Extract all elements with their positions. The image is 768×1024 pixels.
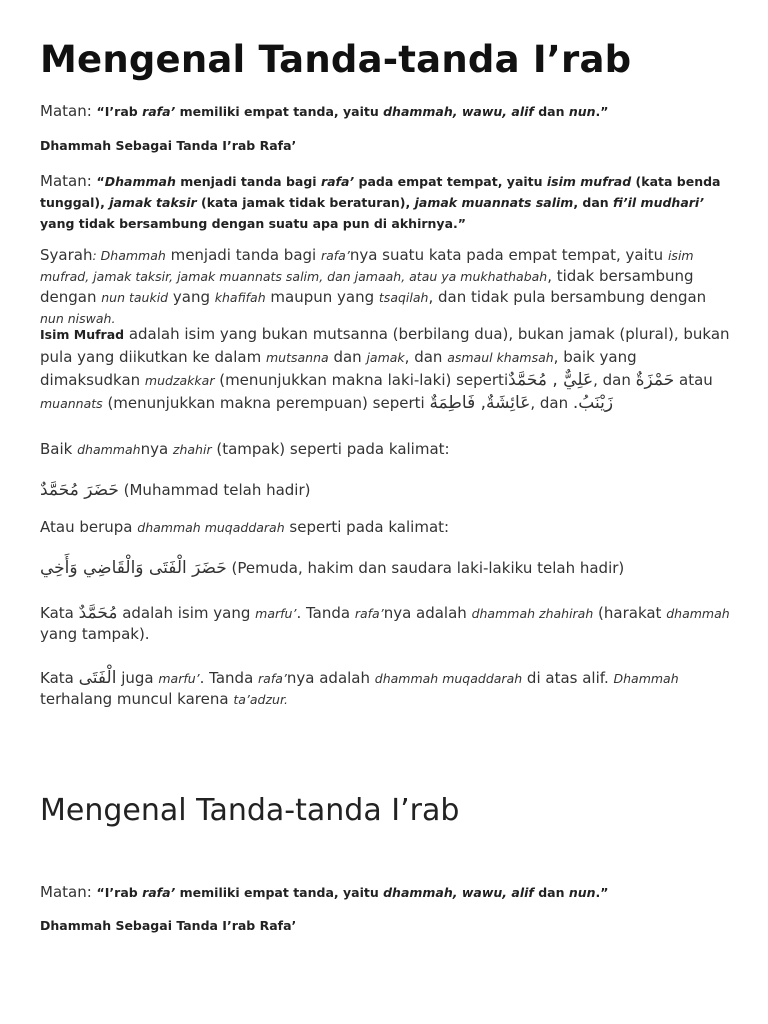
term-rafa: rafa’: [320, 248, 350, 263]
text-segment: :: [92, 248, 101, 263]
term-mudzakkar: mudzakkar: [144, 373, 215, 388]
term-rafa: rafa’: [142, 885, 176, 900]
term-jamak-muannats: jamak muannats salim: [414, 195, 574, 210]
matan-paragraph-repeat: [40, 882, 732, 903]
term-dhammah-muqaddarah: dhammah muqaddarah: [374, 671, 523, 686]
article-title-repeat: Mengenal Tanda-tanda I’rab: [40, 793, 460, 828]
term-tsaqilah: tsaqilah: [378, 290, 429, 305]
term-dhammah-zhahirah: dhammah zhahirah: [471, 606, 594, 621]
text-segment: nya suatu kata pada empat tempat, yaitu: [349, 246, 668, 264]
matan-text: [97, 885, 609, 900]
term-isim-mufrad: isim mufrad: [546, 174, 632, 189]
article-title: Mengenal Tanda-tanda I’rab: [40, 38, 632, 81]
matan-text: [97, 104, 609, 119]
text-segment: nya: [140, 440, 173, 458]
example-sentence-2: [40, 558, 732, 579]
text-segment: , tidak bersambung dengan: [40, 267, 694, 306]
matan-text: [40, 174, 720, 231]
text-segment: , dan: [404, 348, 448, 366]
text-segment: (kata benda tunggal),: [40, 174, 721, 210]
text-segment: menjadi tanda bagi: [165, 246, 321, 264]
text-segment: di atas alif.: [522, 669, 614, 687]
term-jamak-taksir: jamak taksir: [109, 195, 197, 210]
arabic-example: عَائِشَةٌ, فَاطِمَةٌ: [429, 393, 531, 413]
text-segment: dan: [328, 348, 367, 366]
text-segment: memiliki empat tanda, yaitu: [175, 104, 384, 119]
text-segment: Kata: [40, 604, 79, 622]
syarah-paragraph: [40, 245, 732, 329]
text-segment: yang tampak).: [40, 625, 150, 643]
text-segment: , baik yang dimaksudkan: [40, 348, 637, 389]
term-dhammah-muqaddarah: dhammah muqaddarah: [137, 520, 285, 535]
term-dhammah: Dhammah: [100, 248, 166, 263]
term-nun: nun: [568, 885, 596, 900]
text-segment: nya adalah: [286, 669, 375, 687]
section-heading-repeat: Dhammah Sebagai Tanda I’rab Rafa’: [40, 918, 297, 933]
term-mutsanna: mutsanna: [265, 350, 329, 365]
term-dhammah: dhammah: [77, 442, 141, 457]
text-segment: . Tanda: [199, 669, 259, 687]
matan-label: Matan:: [40, 172, 97, 190]
matan-label: Matan:: [40, 102, 97, 120]
arabic-example: حَضَرَ مُحَمَّدٌ: [40, 480, 119, 500]
text-segment: , dan tidak pula bersambung dengan: [428, 288, 707, 306]
arabic-example: مُحَمَّدٌ: [78, 603, 118, 623]
kata-paragraph-2: [40, 668, 732, 710]
text-segment: yang: [168, 288, 215, 306]
arabic-example: الْفَتَى: [78, 668, 117, 688]
arabic-example: حَمْزَةٌ: [635, 370, 675, 390]
term-marfu: marfu’: [158, 671, 200, 686]
arabic-example: عَلِيٌّ , مُحَمَّدٌ: [508, 370, 594, 390]
translation: (Pemuda, hakim dan saudara laki-lakiku telah hadir): [226, 559, 625, 577]
term-marfu: marfu’: [255, 606, 297, 621]
text-segment: dan: [533, 885, 569, 900]
term-isim-mufrad: Isim Mufrad: [40, 327, 125, 342]
term-nun: nun: [568, 104, 596, 119]
text-segment: (menunjukkan makna laki-laki) seperti: [214, 371, 509, 389]
isim-mufrad-paragraph: [40, 323, 732, 415]
translation: (Muhammad telah hadir): [118, 481, 311, 499]
term-rafa: rafa’: [320, 174, 355, 189]
text-segment: , dan: [573, 195, 614, 210]
text-segment: yang tidak bersambung dengan suatu apa pun di akhirnya.”: [40, 216, 466, 231]
section-heading: Dhammah Sebagai Tanda I’rab Rafa’: [40, 138, 297, 153]
term-fiil-mudhari: fi’il mudhari’: [613, 195, 704, 210]
text-segment: nya adalah: [383, 604, 472, 622]
text-segment: Baik: [40, 440, 78, 458]
term-rafa: rafa’: [354, 606, 384, 621]
term-asmaul-khamsah: asmaul khamsah: [447, 350, 554, 365]
term-zhahir: zhahir: [172, 442, 212, 457]
term-taadzur: ta’adzur.: [233, 692, 288, 707]
text-segment: (tampak) seperti pada kalimat:: [211, 440, 450, 458]
term-dhammah: Dhammah: [613, 671, 679, 686]
syarah-label: Syarah: [40, 246, 93, 264]
text-segment: , dan: [593, 371, 636, 389]
text-segment: adalah isim yang bukan mutsanna (berbilang dua), bukan jamak (plural), bukan pula yang diikutkan ke dalam: [40, 325, 730, 366]
text-segment: Kata: [40, 669, 79, 687]
text-segment: seperti pada kalimat:: [284, 518, 450, 536]
atau-paragraph: [40, 517, 732, 538]
text-segment: adalah isim yang: [117, 604, 256, 622]
text-segment: menjadi tanda bagi: [175, 174, 321, 189]
term-rafa: rafa’: [258, 671, 287, 686]
term-khafifah: khafifah: [214, 290, 266, 305]
text-segment: maupun yang: [265, 288, 379, 306]
text-segment: Atau berupa: [40, 518, 138, 536]
text-segment: , dan: [530, 394, 573, 412]
term-list: isim mufrad, jamak taksir, jamak muannats salim, dan jamaah, atau ya mukhathabah: [40, 248, 694, 284]
text-segment: juga: [116, 669, 159, 687]
text-segment: memiliki empat tanda, yaitu: [175, 885, 384, 900]
text-segment: dan: [533, 104, 569, 119]
text-segment: . Tanda: [296, 604, 355, 622]
text-segment: (menunjukkan makna perempuan) seperti: [102, 394, 430, 412]
term-nun-taukid: nun taukid: [101, 290, 169, 305]
text-segment: (harakat: [593, 604, 667, 622]
term-muannats: muannats: [40, 396, 103, 411]
baik-paragraph: [40, 439, 732, 460]
text-segment: terhalang muncul karena: [40, 690, 234, 708]
arabic-example: حَضَرَ الْفَتَى وَالْقَاضِي وَأَخِي: [40, 558, 227, 578]
term-list: dhammah, wawu, alif: [383, 885, 534, 900]
text-segment: .”: [595, 104, 609, 119]
term-rafa: rafa’: [142, 104, 176, 119]
kata-paragraph-1: [40, 603, 732, 645]
term-dhammah: dhammah: [666, 606, 730, 621]
term-nun-niswah: nun niswah.: [40, 311, 116, 326]
matan-paragraph: [40, 171, 732, 234]
text-segment: “I’rab: [96, 885, 143, 900]
term-dhammah: Dhammah: [104, 174, 176, 189]
text-segment: “I’rab: [96, 104, 143, 119]
text-segment: .”: [595, 885, 609, 900]
text-segment: (kata jamak tidak beraturan),: [196, 195, 415, 210]
matan-label: Matan:: [40, 883, 97, 901]
text-segment: “: [96, 174, 105, 189]
term-list: dhammah, wawu, alif: [383, 104, 534, 119]
text-segment: pada empat tempat, yaitu: [354, 174, 547, 189]
term-jamak: jamak: [366, 350, 405, 365]
matan-paragraph: [40, 101, 732, 122]
arabic-example: زَيْنَبُ.: [572, 393, 614, 413]
example-sentence-1: [40, 480, 732, 501]
text-segment: atau: [674, 371, 713, 389]
